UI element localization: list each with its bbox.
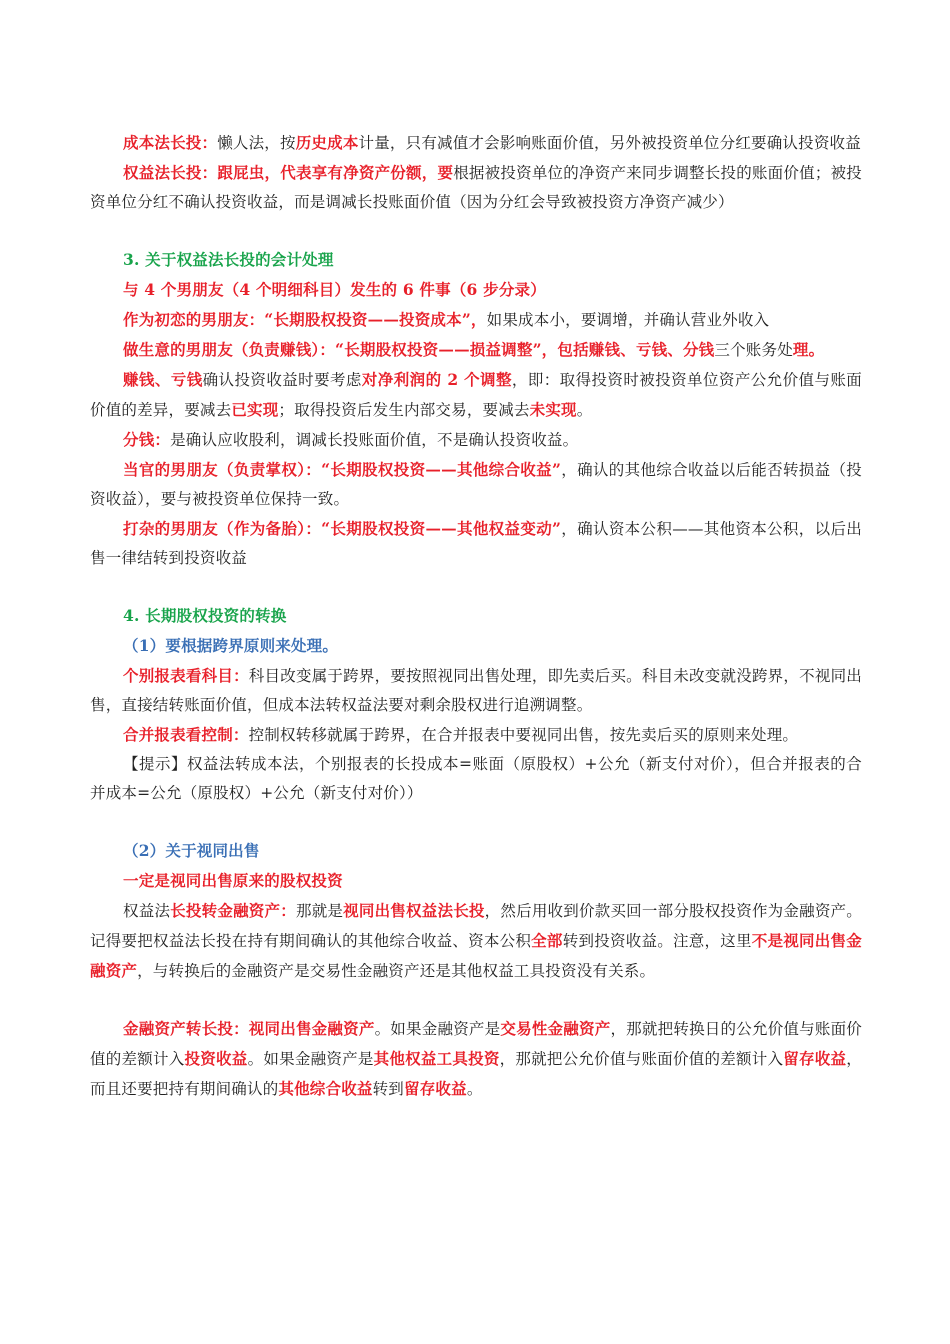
text-span: 科目改变属于跨界，要按照视同出售处理，即先卖后买。科目未改变就没跨界，不视同出售，直接结转账面价值，但成本法转权益法要对剩余股权进行追溯调整。: [90, 667, 862, 714]
tip-paragraph: [90, 750, 862, 808]
section-4-heading: [90, 601, 862, 631]
emphasis-span: 理。: [792, 340, 825, 359]
subheading-text: 一定是视同出售原来的股权投资: [123, 871, 343, 890]
equity-method-term: 权益法长投：跟屁虫，代表享有净资产份额，要: [123, 163, 454, 182]
text-span: 根据被投资单位的净资产来同步调整长投的账面价值；被投资单位分红不确认投资收益，而是调减长投账面价值（因为分红会导致被投资方净资产减少）: [90, 164, 862, 211]
text-span: 是确认应收股利，调减长投账面价值，不是确认投资收益。: [170, 431, 579, 449]
section-4-subheading-2: [90, 836, 862, 866]
profit-adjustment-paragraph: [90, 335, 862, 365]
heading-text: 4. 长期股权投资的转换: [123, 606, 287, 625]
text-span: ，确认的其他综合收益以后能否转损益（投资收益），要与被投资单位保持一致。: [90, 461, 862, 508]
text-span: ，即：取得投资时被投资单位资产公允价值与账面价值的差异，要减去: [90, 371, 862, 419]
emphasis-span: 留存收益: [783, 1049, 847, 1068]
financial-to-equity-paragraph: [90, 1014, 862, 1104]
historical-cost-term: 历史成本: [295, 133, 359, 152]
emphasis-span: 长投转金融资产：: [170, 901, 296, 920]
text-span: ，那就把公允价值与账面价值的差额计入: [499, 1050, 784, 1068]
heading-text: 3. 关于权益法长投的会计处理: [123, 250, 334, 269]
text-span: 。: [576, 401, 593, 419]
document-content: [90, 128, 862, 1104]
dividend-paragraph: [90, 425, 862, 455]
text-span: 三个账务处: [714, 341, 793, 359]
individual-statement-paragraph: [90, 661, 862, 720]
emphasis-span: 其他综合收益: [278, 1079, 373, 1098]
emphasis-span: 对净利润的 2 个调整: [361, 370, 512, 389]
text-span: 。: [466, 1080, 483, 1098]
emphasis-span: 做生意的男朋友（负责赚钱）：“长期股权投资——损益调整”，包括赚钱、亏钱、分钱: [123, 340, 715, 359]
text-span: ，那就把转换日的公允价值与账面价值的差额计入: [90, 1020, 863, 1068]
subheading-text: （1）要根据跨界原则来处理。: [123, 636, 339, 655]
text-span: ，确认资本公积——其他资本公积，以后出售一律结转到投资收益: [90, 520, 862, 567]
emphasis-span: 交易性金融资产: [500, 1019, 611, 1038]
subheading-text: （2）关于视同出售: [123, 841, 260, 860]
cost-method-paragraph: [90, 128, 862, 158]
emphasis-span: 合并报表看控制：: [123, 725, 249, 744]
subheading-text: 与 4 个男朋友（4 个明细科目）发生的 6 件事（6 步分录）: [123, 280, 546, 299]
text-span: 。如果金融资产是: [247, 1050, 374, 1068]
section-3-heading: [90, 245, 862, 275]
equity-method-paragraph: [90, 158, 862, 217]
emphasis-span: 留存收益: [404, 1079, 467, 1098]
emphasis-span: 打杂的男朋友（作为备胎）：“长期股权投资——其他权益变动”: [123, 519, 562, 538]
emphasis-span: 不是视同出售金融资产: [90, 931, 863, 980]
emphasis-span: 投资收益: [184, 1049, 248, 1068]
text-span: ，而且还要把持有期间确认的: [90, 1050, 862, 1098]
text-span: 控制权转移就属于跨界，在合并报表中要视同出售，按先卖后买的原则来处理。: [248, 726, 799, 744]
oci-paragraph: [90, 455, 862, 514]
emphasis-span: 金融资产转长投：视同出售金融资产: [123, 1019, 375, 1038]
text-span: 转到: [372, 1080, 405, 1098]
text-span: ；取得投资后发生内部交易，要减去: [278, 401, 530, 419]
text-span: 确认投资收益时要考虑: [202, 371, 362, 389]
text-span: 。如果金融资产是: [374, 1020, 501, 1038]
equity-to-financial-paragraph: [90, 896, 862, 986]
emphasis-span: 分钱：: [123, 430, 171, 449]
text-span: 那就是: [295, 902, 344, 920]
consolidated-statement-paragraph: [90, 720, 862, 750]
text-span: 计量，只有减值才会影响账面价值，另外被投资单位分红要确认投资收益: [358, 134, 861, 152]
emphasis-span: 作为初恋的男朋友：“长期股权投资——投资成本”，: [123, 310, 487, 329]
emphasis-span: 未实现: [529, 400, 577, 419]
emphasis-span: 已实现: [231, 400, 279, 419]
investment-cost-paragraph: [90, 305, 862, 335]
emphasis-span: 个别报表看科目：: [123, 666, 249, 685]
text-span: ，然后用收到价款买回一部分股权投资作为金融资产。记得要把权益法长投在持有期间确认的其他综合收益、资本公积: [90, 902, 862, 950]
section-4-subheading-1: [90, 631, 862, 661]
emphasis-span: 视同出售权益法长投: [343, 901, 485, 920]
emphasis-span: 全部: [531, 931, 563, 950]
section-4-subheading-2b: [90, 866, 862, 896]
text-span: 如果成本小，要调增，并确认营业外收入: [486, 311, 770, 329]
cost-method-term: 成本法长投：: [123, 133, 218, 152]
text-span: ，与转换后的金融资产是交易性金融资产还是其他权益工具投资没有关系。: [137, 962, 656, 980]
emphasis-span: 当官的男朋友（负责掌权）：“长期股权投资——其他综合收益”: [123, 460, 562, 479]
emphasis-span: 赚钱、亏钱: [123, 370, 203, 389]
emphasis-span: 其他权益工具投资: [373, 1049, 500, 1068]
section-3-subheading: [90, 275, 862, 305]
text-span: 懒人法，按: [217, 134, 296, 152]
text-span: 权益法: [123, 902, 171, 920]
earn-lose-paragraph: [90, 365, 862, 425]
text-span: 【提示】权益法转成本法，个别报表的长投成本=账面（原股权）+公允（新支付对价），但合并报表的合并成本=公允（原股权）+公允（新支付对价））: [90, 755, 862, 802]
other-equity-paragraph: [90, 514, 862, 573]
text-span: 转到投资收益。注意，这里: [562, 932, 752, 950]
